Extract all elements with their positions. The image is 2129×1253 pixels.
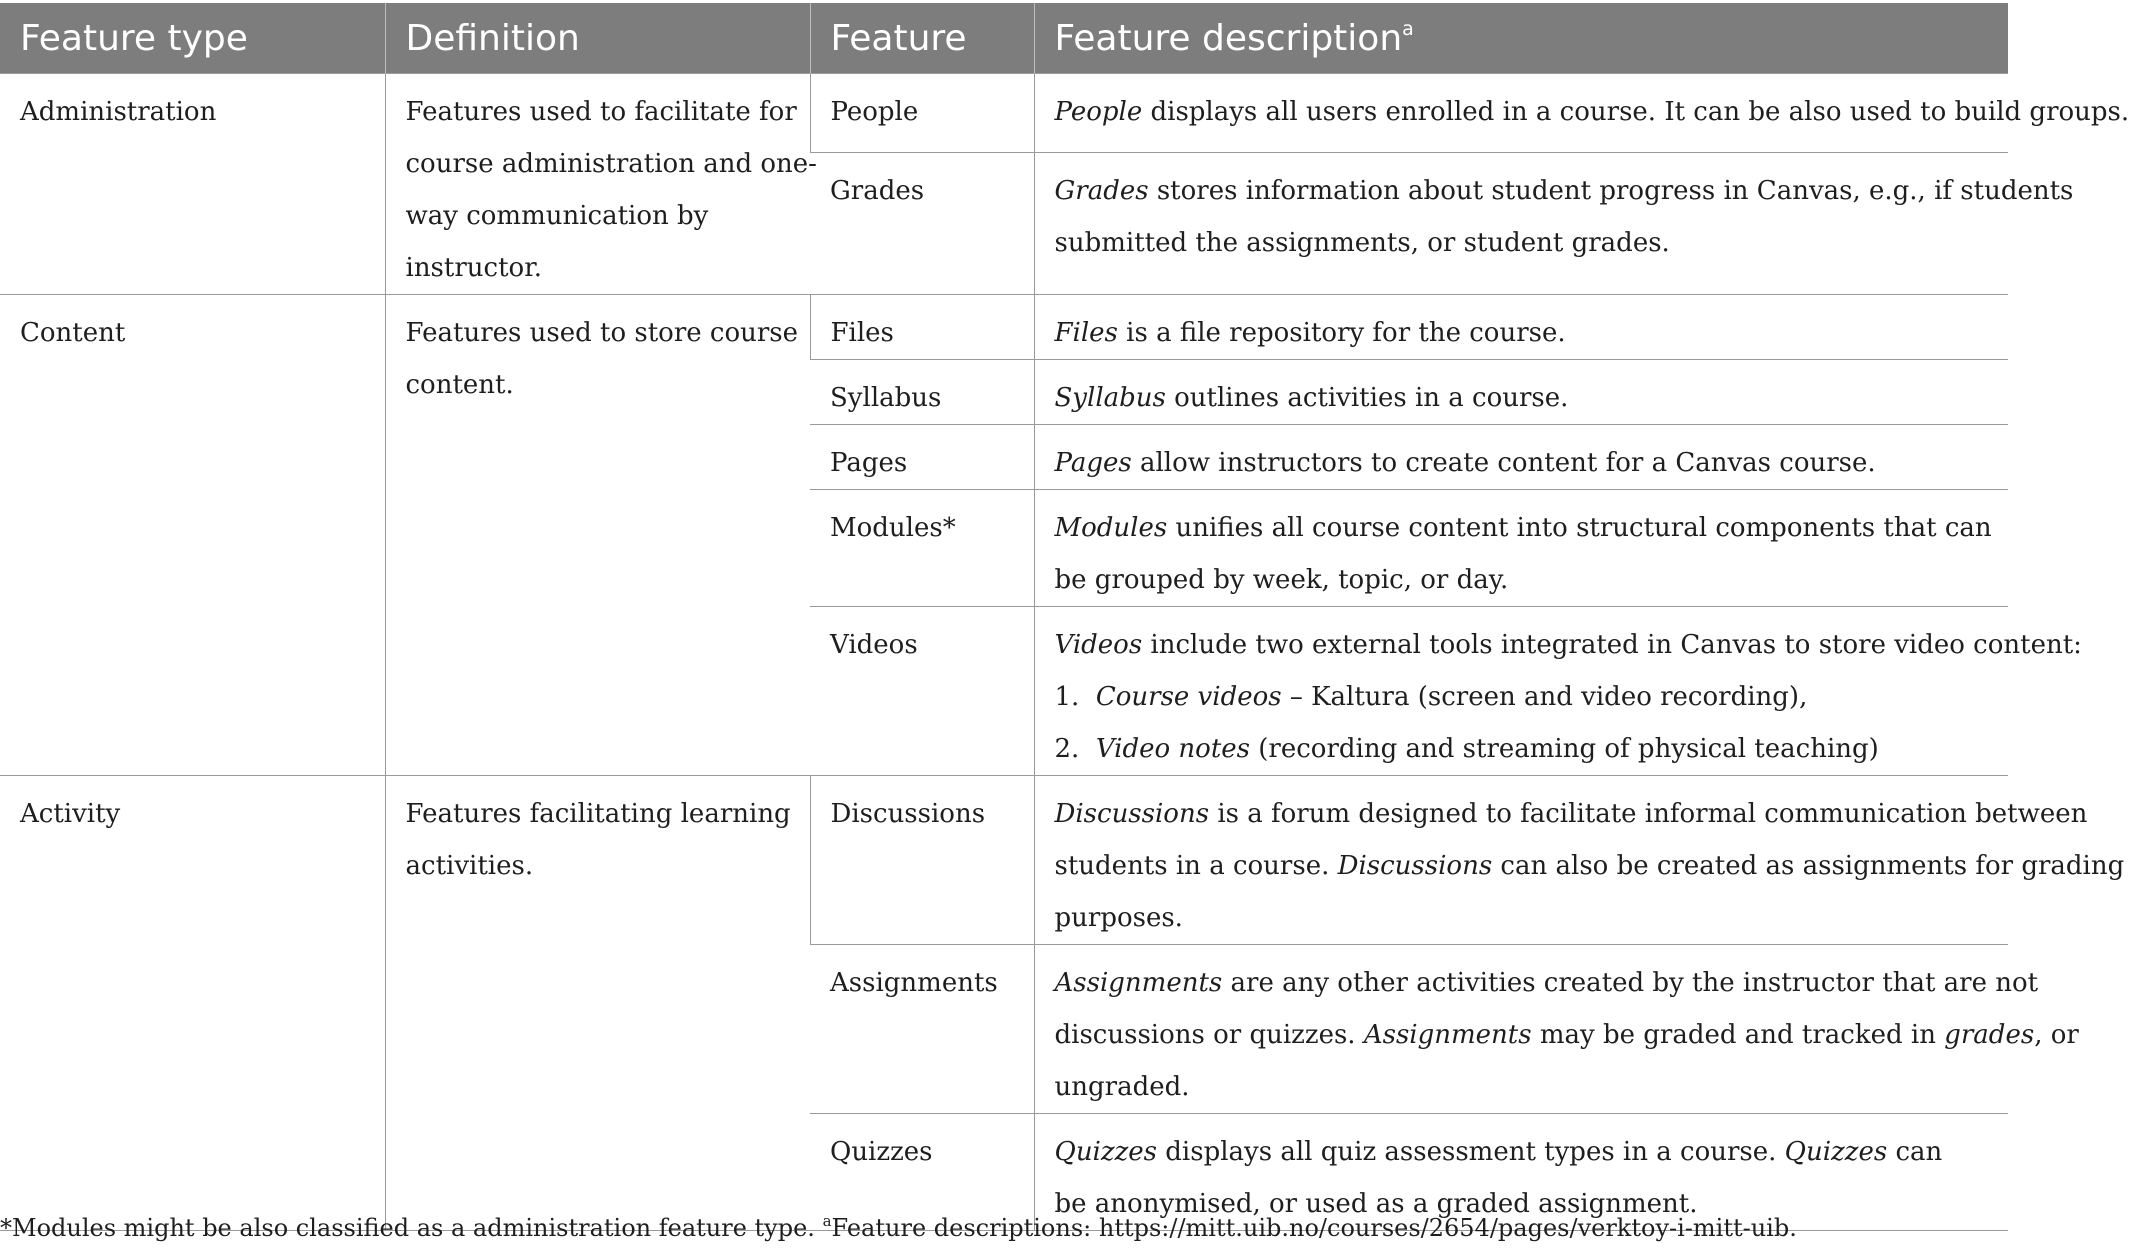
- text-segment: , or: [2034, 1020, 2079, 1050]
- definition-line: instructor.: [405, 253, 543, 283]
- feature-description-cell: [1034, 945, 2079, 1114]
- description-line: [1055, 307, 1989, 359]
- feature-name-cell: Discussions: [810, 776, 1034, 945]
- italic-term: Discussions: [1054, 799, 1210, 829]
- feature-name-cell: Videos: [810, 607, 1034, 776]
- definition-line: Features used to store course: [405, 318, 799, 348]
- table-body: [0, 74, 2129, 1231]
- italic-term: Grades: [1054, 175, 1149, 206]
- feature-name-cell: Assignments: [810, 945, 1034, 1114]
- header-feature-description-label: Feature description: [1054, 17, 1403, 59]
- italic-term: Files: [1054, 318, 1118, 348]
- table-row: [0, 295, 2008, 360]
- feature-description-cell: [1034, 607, 2082, 776]
- table-row: [0, 74, 2008, 153]
- text-segment: be anonymised, or used as a graded assignment.: [1054, 1189, 1698, 1219]
- feature-name-cell: Pages: [810, 425, 1034, 490]
- text-segment: purposes.: [1054, 903, 1183, 933]
- italic-term: Videos: [1054, 630, 1143, 660]
- text-segment: allow instructors to create content for a Canvas course.: [1131, 448, 1876, 478]
- definition-line: Features used to facilitate for: [405, 97, 797, 127]
- feature-description-cell: [1034, 74, 2129, 153]
- italic-term: Pages: [1054, 448, 1132, 478]
- text-segment: displays all users enrolled in a course. It can be also used to build groups.: [1142, 97, 2129, 127]
- italic-term: Discussions: [1337, 851, 1493, 881]
- description-line: [1055, 437, 1989, 489]
- feature-name-cell: Quizzes: [810, 1114, 1034, 1231]
- text-segment: 1.: [1054, 682, 1096, 712]
- description-line: [1054, 86, 2129, 138]
- text-segment: displays all quiz assessment types in a course.: [1157, 1137, 1785, 1167]
- italic-term: Video notes: [1095, 734, 1251, 764]
- description-line: [1054, 840, 2125, 892]
- feature-name-cell: People: [810, 74, 1034, 153]
- italic-term: Quizzes: [1054, 1137, 1158, 1167]
- italic-term: grades: [1944, 1020, 2035, 1050]
- header-feature-description: [1034, 3, 2008, 74]
- feature-type-cell: Activity: [0, 776, 385, 1231]
- feature-description-cell: [1034, 776, 2125, 945]
- table-row: [0, 776, 2008, 945]
- text-segment: can: [1887, 1137, 1943, 1167]
- header-footnote-marker: a: [1402, 17, 1414, 40]
- definition-line: content.: [405, 370, 514, 400]
- table-footnote: [0, 1208, 1797, 1248]
- description-line: [1055, 554, 1989, 606]
- description-line: [1054, 788, 2088, 840]
- text-segment: stores information about student progress in Canvas, e.g., if students: [1148, 175, 2074, 206]
- description-line: [1054, 619, 2082, 671]
- description-line: [1054, 957, 2039, 1009]
- header-feature-type: Feature type: [0, 3, 385, 74]
- description-line: [1054, 1009, 2079, 1061]
- feature-type-cell: Content: [0, 295, 385, 776]
- italic-term: Modules: [1054, 513, 1168, 543]
- definition-cell: [385, 295, 810, 776]
- text-segment: 2.: [1054, 734, 1096, 764]
- feature-name-cell: Files: [810, 295, 1034, 360]
- text-segment: is a file repository for the course.: [1117, 318, 1566, 348]
- footnote-marker: a: [822, 1212, 832, 1230]
- feature-description-cell: [1034, 360, 2008, 425]
- description-line: [1055, 671, 1989, 723]
- definition-line: way communication by: [405, 201, 709, 231]
- description-line: [1055, 892, 1989, 944]
- description-line: [1055, 1126, 1989, 1178]
- description-line: [1055, 1061, 1989, 1113]
- description-line: [1055, 217, 1989, 269]
- definition-line: Features facilitating learning: [405, 799, 791, 829]
- feature-name-cell: Grades: [810, 152, 1034, 294]
- description-line: [1054, 165, 2074, 217]
- footnote-text-2: Feature descriptions: https://mitt.uib.no/courses/2654/pages/verktoy-i-mitt-uib.: [831, 1214, 1797, 1242]
- definition-line: activities.: [405, 851, 534, 881]
- feature-description-cell: [1034, 490, 2008, 607]
- italic-term: People: [1054, 97, 1143, 127]
- text-segment: include two external tools integrated in Canvas to store video content:: [1142, 630, 2082, 660]
- text-segment: outlines activities in a course.: [1165, 383, 1569, 413]
- feature-name-cell: Modules*: [810, 490, 1034, 607]
- footnote-text-1: *Modules might be also classified as a administration feature type.: [0, 1214, 823, 1242]
- description-line: [1055, 372, 1989, 424]
- feature-name-cell: Syllabus: [810, 360, 1034, 425]
- text-segment: can also be created as assignments for grading: [1492, 851, 2125, 881]
- features-table: [0, 3, 2129, 1231]
- italic-term: Course videos: [1095, 682, 1282, 712]
- definition-cell: [385, 74, 817, 295]
- text-segment: unifies all course content into structural components that can: [1167, 513, 1992, 543]
- text-segment: is a forum designed to facilitate informal communication between: [1209, 799, 2088, 829]
- header-feature: Feature: [810, 3, 1034, 74]
- text-segment: discussions or quizzes.: [1054, 1020, 1364, 1050]
- text-segment: may be graded and tracked in: [1531, 1020, 1945, 1050]
- description-line: [1055, 723, 1989, 775]
- text-segment: are any other activities created by the instructor that are not: [1222, 968, 2039, 998]
- text-segment: students in a course.: [1054, 851, 1338, 881]
- feature-description-cell: [1034, 152, 2074, 294]
- italic-term: Syllabus: [1054, 383, 1166, 413]
- text-segment: be grouped by week, topic, or day.: [1054, 565, 1509, 595]
- italic-term: Assignments: [1363, 1020, 1532, 1050]
- italic-term: Quizzes: [1784, 1137, 1888, 1167]
- definition-line: course administration and one-: [405, 149, 817, 179]
- text-segment: (recording and streaming of physical teaching): [1250, 734, 1879, 764]
- description-line: [1054, 502, 1992, 554]
- text-segment: – Kaltura (screen and video recording),: [1281, 682, 1808, 712]
- header-definition: Definition: [385, 3, 810, 74]
- table-header: [0, 3, 2008, 74]
- feature-description-cell: [1034, 295, 2008, 360]
- text-segment: submitted the assignments, or student grades.: [1054, 227, 1670, 258]
- feature-description-cell: [1034, 425, 2008, 490]
- italic-term: Assignments: [1054, 968, 1223, 998]
- feature-type-cell: Administration: [0, 74, 385, 295]
- text-segment: ungraded.: [1054, 1072, 1190, 1102]
- definition-cell: [385, 776, 810, 1231]
